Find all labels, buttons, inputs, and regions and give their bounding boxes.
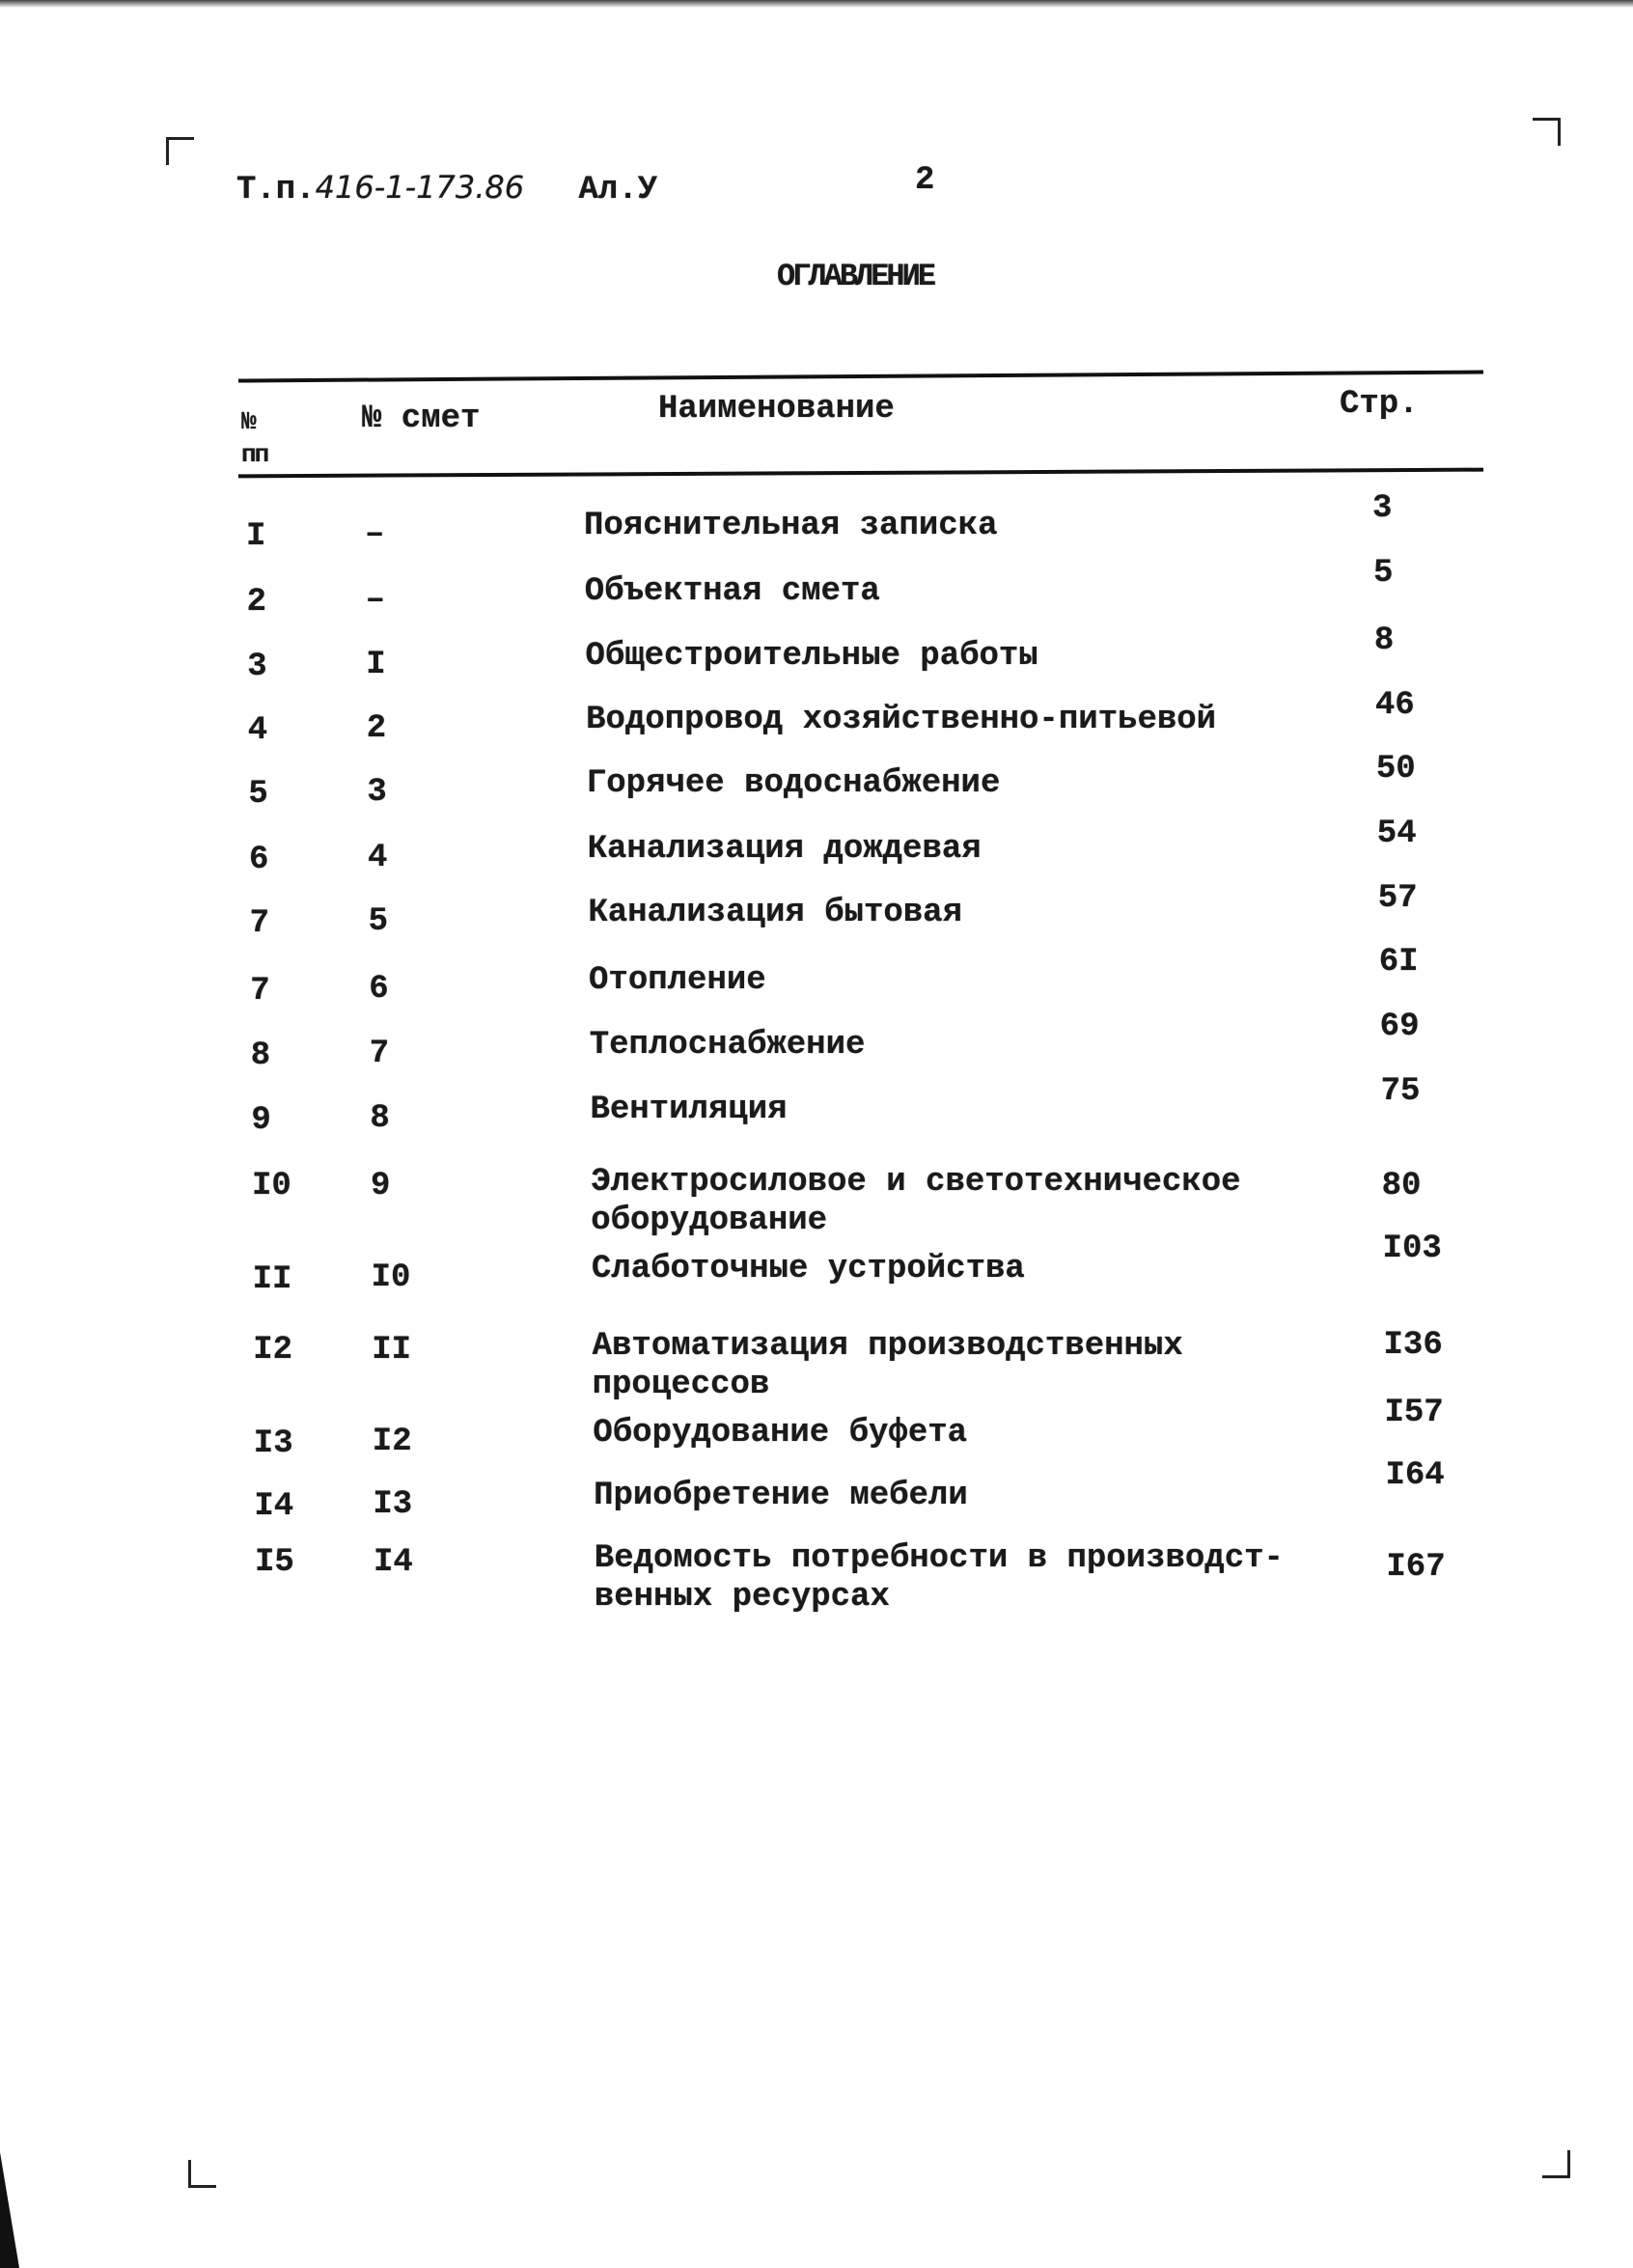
row-number: 7: [249, 905, 269, 942]
row-estimate-number: I4: [374, 1544, 413, 1581]
row-number: 3: [247, 649, 267, 685]
code-prefix: Т.п.: [236, 172, 316, 208]
document-code: [236, 169, 657, 208]
row-name: Водопровод хозяйственно-питьевой: [586, 702, 1217, 738]
scan-bottom-edge: [0, 2152, 48, 2268]
row-page: 6I: [1378, 944, 1419, 981]
row-name: Теплоснабжение: [589, 1027, 866, 1064]
row-number: 2: [246, 584, 266, 621]
code-handwritten: 416-1-173.86: [315, 169, 525, 206]
row-number: 8: [250, 1037, 271, 1074]
row-name: Пояснительная записка: [584, 508, 998, 544]
row-name: Приобретение мебели: [594, 1478, 968, 1514]
row-page: I57: [1384, 1395, 1444, 1431]
row-page: I67: [1386, 1549, 1446, 1586]
row-page: 3: [1372, 490, 1393, 527]
row-estimate-number: I: [366, 647, 386, 683]
row-estimate-number: 7: [369, 1036, 390, 1072]
row-name: Общестроительные работы: [585, 638, 1038, 675]
row-page: I64: [1385, 1457, 1445, 1494]
row-estimate-number: 9: [371, 1168, 391, 1204]
corner-mark-bottom-left: [188, 2160, 216, 2188]
row-name: Вентиляция: [590, 1092, 788, 1128]
row-number: I4: [254, 1488, 294, 1525]
row-number: 4: [247, 712, 268, 749]
row-name: Канализация бытовая: [588, 895, 962, 931]
table-top-rule: [238, 370, 1483, 382]
row-name: Автоматизация производственных процессов: [592, 1328, 1183, 1403]
row-page: 8: [1373, 622, 1395, 659]
column-header-name: Наименование: [658, 391, 895, 428]
page-number: 2: [915, 162, 935, 199]
row-estimate-number: –: [365, 516, 385, 553]
row-page: 46: [1374, 687, 1415, 724]
row-page: 75: [1380, 1073, 1421, 1110]
row-name: Отопление: [589, 962, 766, 999]
row-name: Горячее водоснабжение: [586, 765, 1001, 802]
table-header-rule: [238, 468, 1483, 479]
row-page: 80: [1381, 1168, 1422, 1204]
row-estimate-number: I3: [373, 1486, 413, 1523]
row-page: 69: [1379, 1009, 1420, 1045]
corner-mark-top-left: [166, 137, 194, 165]
row-page: 5: [1372, 555, 1394, 592]
row-estimate-number: I0: [371, 1259, 411, 1296]
row-estimate-number: 3: [367, 774, 387, 811]
row-number: I0: [252, 1168, 291, 1204]
column-header-page: Стр.: [1340, 386, 1419, 423]
row-number: 7: [250, 973, 270, 1010]
row-number: 6: [249, 842, 269, 878]
row-page: 57: [1377, 880, 1418, 917]
row-estimate-number: 4: [368, 840, 388, 876]
row-page: I03: [1382, 1231, 1442, 1267]
row-estimate-number: 8: [370, 1100, 390, 1137]
row-estimate-number: I2: [372, 1424, 412, 1460]
page-title: ОГЛАВЛЕНИЕ: [777, 259, 934, 294]
row-page: 50: [1375, 751, 1416, 788]
row-name: Слаботочные устройства: [591, 1251, 1025, 1287]
row-estimate-number: –: [365, 582, 385, 619]
row-name: Оборудование буфета: [593, 1415, 968, 1452]
row-number: 5: [248, 776, 268, 813]
row-name: Ведомость потребности в производст- венных ресурсах: [594, 1540, 1284, 1616]
row-estimate-number: 6: [369, 971, 389, 1008]
row-number: II: [252, 1261, 292, 1298]
row-name: Электросиловое и светотехническое оборудование: [591, 1164, 1241, 1239]
album-label: Ал.У: [578, 172, 658, 208]
row-estimate-number: 2: [366, 710, 387, 747]
column-header-estimate: № смет: [362, 401, 481, 437]
row-number: I3: [253, 1425, 293, 1462]
row-number: I2: [253, 1332, 292, 1369]
corner-mark-top-right: [1533, 118, 1561, 146]
row-page: 54: [1376, 816, 1417, 852]
row-number: I: [246, 518, 266, 555]
row-estimate-number: II: [372, 1332, 411, 1369]
row-name: Канализация дождевая: [587, 831, 982, 868]
column-header-num: № пп: [241, 407, 268, 469]
row-number: 9: [251, 1102, 271, 1139]
scan-top-edge: [0, 0, 1633, 8]
corner-mark-bottom-right: [1542, 2150, 1570, 2178]
row-page: I36: [1383, 1327, 1443, 1364]
row-estimate-number: 5: [368, 903, 388, 940]
row-name: Объектная смета: [584, 573, 880, 610]
row-number: I5: [255, 1544, 294, 1581]
